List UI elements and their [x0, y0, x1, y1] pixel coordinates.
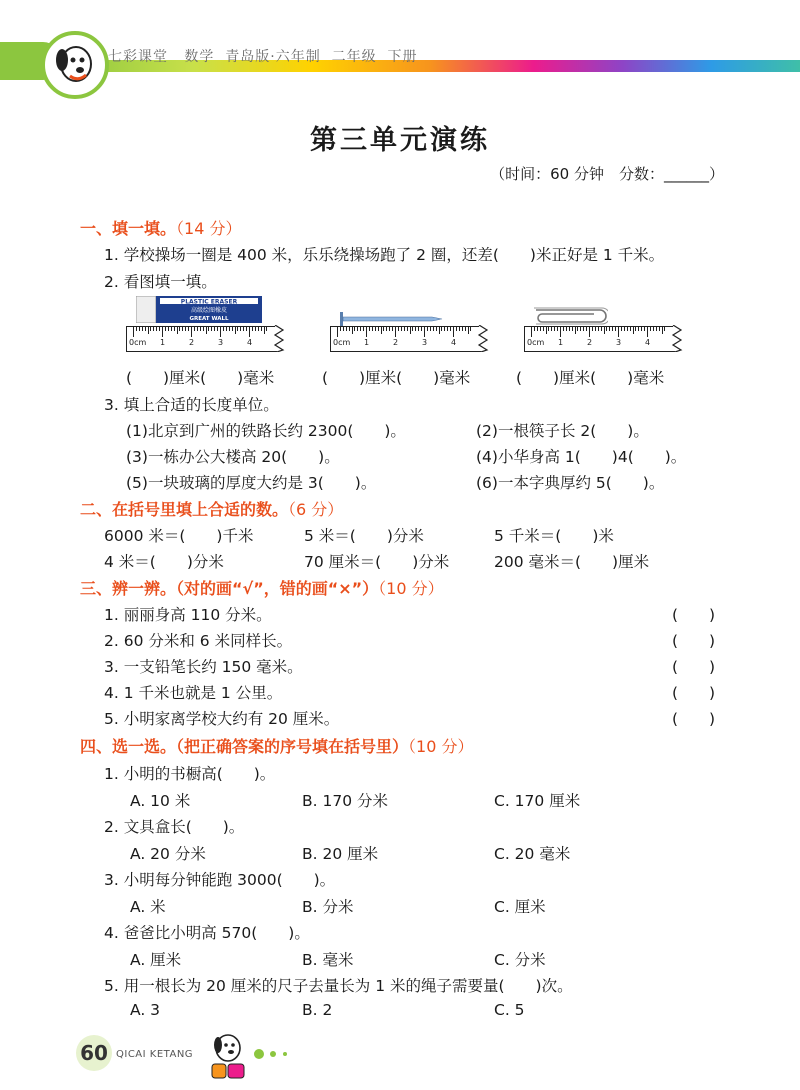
ruler-tick [554, 327, 555, 331]
choice-question-3: 3. 小明每分钟能跑 3000( )。 [104, 871, 336, 889]
ruler-tick [188, 327, 189, 331]
question-1-3: 3. 填上合适的长度单位。 [104, 396, 279, 414]
ruler-tick [575, 327, 576, 334]
page-subtitle: （时间：60 分钟 分数：______） [490, 165, 724, 183]
section-4-heading [80, 734, 473, 757]
ruler-tick [182, 327, 183, 331]
ruler-tick [197, 327, 198, 331]
q3-item-3: (3)一栋办公大楼高 20( )。 [126, 448, 340, 466]
ruler-tick [366, 327, 367, 337]
judge-item-3: 3. 一支铅笔长约 150 毫米。 [104, 658, 303, 676]
ruler-tick [546, 327, 547, 334]
ruler-tick [136, 327, 137, 331]
convert-item-1: 6000 米＝( )千米 [104, 527, 254, 545]
footer-brand: QICAI KETANG [116, 1049, 194, 1060]
ruler-tick [456, 327, 457, 331]
ruler-number: 4 [247, 338, 253, 347]
choice-5-option-a: A. 3 [130, 1001, 161, 1019]
ruler-tick [226, 327, 227, 331]
ruler-tick [148, 327, 149, 334]
ruler-tick [223, 327, 224, 331]
ruler-tick [261, 327, 262, 331]
ruler-number: 0cm [129, 338, 147, 347]
judge-item-5: 5. 小明家离学校大约有 20 厘米。 [104, 710, 340, 728]
ruler-tick [208, 327, 209, 331]
choice-2-option-b: B. 20 厘米 [302, 845, 379, 863]
choice-question-5: 5. 用一根长为 20 厘米的尺子去量长为 1 米的绳子需要量( )次。 [104, 977, 573, 995]
judge-answer-bracket-2: ( ) [672, 632, 716, 650]
question-1-2: 2. 看图填一填。 [104, 273, 217, 291]
choice-question-4: 4. 爸爸比小明高 570( )。 [104, 924, 310, 942]
ruler-tick [415, 327, 416, 331]
ruler-tick [618, 327, 619, 337]
ruler-tick [439, 327, 440, 334]
ruler-number: 0cm [333, 338, 351, 347]
judge-answer-bracket-1: ( ) [672, 606, 716, 624]
ruler-torn-edge [477, 325, 489, 352]
ruler-tick [392, 327, 393, 331]
ruler-tick [418, 327, 419, 331]
page-title: 第三单元演练 [310, 125, 490, 156]
choice-5-option-b: B. 2 [302, 1001, 333, 1019]
convert-item-3: 5 千米＝( )米 [494, 527, 614, 545]
choice-5-option-c: C. 5 [494, 1001, 525, 1019]
ruler-tick [386, 327, 387, 331]
ruler-tick [346, 327, 347, 331]
ruler-tick [462, 327, 463, 331]
ruler-tick [589, 327, 590, 337]
choice-1-option-b: B. 170 分米 [302, 792, 388, 810]
ruler-tick [360, 327, 361, 331]
ruler-figure-clip [524, 296, 684, 358]
ruler-tick [531, 327, 532, 337]
ruler-tick [624, 327, 625, 331]
section-3-label: 三、辨一辨。（对的画“√”，错的画“×”） [80, 579, 379, 598]
header-text [108, 46, 418, 66]
ruler-tick [662, 327, 663, 334]
choice-4-option-c: C. 分米 [494, 951, 546, 969]
ruler-tick [340, 327, 341, 331]
ruler-tick [407, 327, 408, 331]
ruler-number: 3 [616, 338, 622, 347]
convert-item-6: 200 毫米＝( )厘米 [494, 553, 650, 571]
answer-ruler-1: ( )厘米( )毫米 [126, 369, 275, 387]
ruler-tick [168, 327, 169, 331]
ruler-tick [430, 327, 431, 331]
ruler-tick [592, 327, 593, 331]
ruler-tick [229, 327, 230, 331]
ruler-tick [389, 327, 390, 331]
ruler-tick [203, 327, 204, 331]
ruler-tick [644, 327, 645, 331]
eraser-icon [136, 296, 262, 323]
ruler-tick [249, 327, 250, 337]
ruler-tick [465, 327, 466, 331]
section-2-label: 二、在括号里填上合适的数。 [80, 500, 289, 519]
ruler-tick [194, 327, 195, 331]
ruler-tick [372, 327, 373, 331]
eraser-line-3: GREAT WALL [189, 316, 229, 322]
ruler-tick [174, 327, 175, 331]
ruler-tick [534, 327, 535, 331]
convert-item-4: 4 米＝( )分米 [104, 553, 224, 571]
ruler-tick [200, 327, 201, 331]
ruler-tick [145, 327, 146, 331]
ruler-tick [641, 327, 642, 331]
ruler-tick [560, 327, 561, 337]
ruler [524, 326, 675, 352]
answer-ruler-3: ( )厘米( )毫米 [516, 369, 665, 387]
section-2-points: （6 分） [288, 500, 344, 519]
ruler-tick [470, 327, 471, 331]
ruler-tick [563, 327, 564, 331]
convert-item-2: 5 米＝( )分米 [304, 527, 424, 545]
ruler-tick [401, 327, 402, 331]
ruler-tick [638, 327, 639, 331]
choice-question-1: 1. 小明的书橱高( )。 [104, 765, 276, 783]
choice-1-option-a: A. 10 米 [130, 792, 191, 810]
ruler-tick [427, 327, 428, 331]
ruler-number: 3 [218, 338, 224, 347]
ruler-tick [569, 327, 570, 331]
ruler [330, 326, 481, 352]
ruler-figure-eraser [126, 296, 286, 358]
q3-item-1: (1)北京到广州的铁路长约 2300( )。 [126, 422, 406, 440]
section-1-label: 一、填一填。 [80, 219, 177, 238]
ruler-tick [621, 327, 622, 331]
choice-2-option-c: C. 20 毫米 [494, 845, 571, 863]
ruler-tick [537, 327, 538, 331]
ruler-tick [139, 327, 140, 331]
ruler-tick [424, 327, 425, 337]
ruler-tick [357, 327, 358, 331]
ruler-number: 4 [645, 338, 651, 347]
eraser-line-1: PLASTIC ERASER [180, 298, 238, 306]
ruler-number: 2 [189, 338, 195, 347]
judge-item-1: 1. 丽丽身高 110 分米。 [104, 606, 272, 624]
ruler-tick [235, 327, 236, 334]
ruler-tick [635, 327, 636, 331]
footer-dot-large [254, 1049, 264, 1059]
ruler-tick [162, 327, 163, 337]
ruler-tick [586, 327, 587, 331]
ruler-tick [543, 327, 544, 331]
choice-4-option-b: B. 毫米 [302, 951, 354, 969]
ruler-tick [421, 327, 422, 331]
header-subject: 数学 [184, 49, 215, 65]
ruler-tick [156, 327, 157, 331]
ruler-figure-nail [330, 296, 490, 358]
ruler-tick [606, 327, 607, 331]
ruler-tick [557, 327, 558, 331]
ruler-tick [659, 327, 660, 331]
choice-3-option-c: C. 厘米 [494, 898, 546, 916]
ruler-tick [142, 327, 143, 331]
ruler-number: 1 [364, 338, 370, 347]
ruler-tick [583, 327, 584, 331]
ruler-tick [436, 327, 437, 331]
ruler-tick [601, 327, 602, 331]
ruler-tick [459, 327, 460, 331]
ruler-tick [664, 327, 665, 331]
ruler-tick [653, 327, 654, 331]
header-volume: 下册 [387, 49, 418, 65]
ruler-tick [150, 327, 151, 331]
choice-question-2: 2. 文具盒长( )。 [104, 818, 245, 836]
ruler-tick [453, 327, 454, 337]
ruler-tick [217, 327, 218, 331]
ruler-number: 3 [422, 338, 428, 347]
ruler-tick [179, 327, 180, 331]
header-series: 七彩课堂 [108, 49, 168, 65]
ruler-tick [337, 327, 338, 337]
ruler-tick [369, 327, 370, 331]
ruler-tick [240, 327, 241, 331]
section-4-points: （10 分） [408, 737, 474, 756]
ruler-number: 2 [393, 338, 399, 347]
choice-2-option-a: A. 20 分米 [130, 845, 206, 863]
ruler-tick [177, 327, 178, 334]
q3-item-5: (5)一块玻璃的厚度大约是 3( )。 [126, 474, 377, 492]
page-number: 60 [76, 1035, 112, 1071]
judge-answer-bracket-3: ( ) [672, 658, 716, 676]
ruler-tick [615, 327, 616, 331]
section-4-label: 四、选一选。（把正确答案的序号填在括号里） [80, 737, 409, 756]
choice-3-option-b: B. 分米 [302, 898, 354, 916]
ruler-tick [441, 327, 442, 331]
footer-dot-medium [270, 1051, 276, 1057]
question-1-1: 1. 学校操场一圈是 400 米，乐乐绕操场跑了 2 圈，还差( )米正好是 1 千米。 [104, 246, 665, 264]
ruler-tick [604, 327, 605, 334]
convert-item-5: 70 厘米＝( )分米 [304, 553, 450, 571]
answer-ruler-2: ( )厘米( )毫米 [322, 369, 471, 387]
ruler-tick [375, 327, 376, 331]
ruler-tick [352, 327, 353, 334]
ruler-tick [580, 327, 581, 331]
ruler-tick [468, 327, 469, 334]
header-grade: 二年级 [331, 49, 377, 65]
ruler-tick [398, 327, 399, 331]
ruler [126, 326, 277, 352]
ruler-tick [378, 327, 379, 331]
ruler-number: 0cm [527, 338, 545, 347]
ruler-number: 2 [587, 338, 593, 347]
ruler-tick [572, 327, 573, 331]
ruler-torn-edge [273, 325, 285, 352]
ruler-tick [650, 327, 651, 331]
ruler-tick [133, 327, 134, 337]
ruler-tick [159, 327, 160, 331]
ruler-tick [363, 327, 364, 331]
ruler-tick [246, 327, 247, 331]
nail-icon [336, 306, 446, 326]
ruler-tick [548, 327, 549, 331]
section-1-points: （14 分） [176, 219, 242, 238]
ruler-tick [595, 327, 596, 331]
mascot-logo-icon [40, 30, 110, 100]
ruler-tick [220, 327, 221, 337]
ruler-number: 1 [558, 338, 564, 347]
ruler-tick [214, 327, 215, 331]
ruler-tick [237, 327, 238, 331]
ruler-tick [255, 327, 256, 331]
ruler-tick [153, 327, 154, 331]
ruler-tick [349, 327, 350, 331]
ruler-number: 1 [160, 338, 166, 347]
ruler-tick [612, 327, 613, 331]
ruler-tick [577, 327, 578, 331]
ruler-tick [627, 327, 628, 331]
ruler-tick [206, 327, 207, 334]
header-edition: 青岛版·六年制 [225, 49, 321, 65]
ruler-tick [433, 327, 434, 331]
choice-4-option-a: A. 厘米 [130, 951, 182, 969]
ruler-tick [598, 327, 599, 331]
section-3-points: （10 分） [378, 579, 444, 598]
ruler-tick [232, 327, 233, 331]
ruler-tick [165, 327, 166, 331]
ruler-tick [412, 327, 413, 331]
ruler-tick [540, 327, 541, 331]
ruler-tick [633, 327, 634, 334]
q3-item-4: (4)小华身高 1( )4( )。 [476, 448, 687, 466]
section-2-heading [80, 497, 343, 520]
ruler-tick [266, 327, 267, 331]
ruler-tick [211, 327, 212, 331]
paper-clip-icon [528, 306, 608, 326]
ruler-tick [410, 327, 411, 334]
choice-1-option-c: C. 170 厘米 [494, 792, 581, 810]
ruler-tick [444, 327, 445, 331]
ruler-tick [609, 327, 610, 331]
judge-answer-bracket-5: ( ) [672, 710, 716, 728]
judge-item-4: 4. 1 千米也就是 1 公里。 [104, 684, 283, 702]
footer-mascot-icon [206, 1030, 250, 1082]
ruler-tick [258, 327, 259, 331]
ruler-tick [264, 327, 265, 334]
eraser-line-2: 高级绘图橡皮 [190, 307, 228, 314]
ruler-tick [404, 327, 405, 331]
ruler-number: 4 [451, 338, 457, 347]
choice-3-option-a: A. 米 [130, 898, 166, 916]
ruler-tick [630, 327, 631, 331]
ruler-tick [566, 327, 567, 331]
ruler-tick [343, 327, 344, 331]
judge-item-2: 2. 60 分米和 6 米同样长。 [104, 632, 293, 650]
judge-answer-bracket-4: ( ) [672, 684, 716, 702]
ruler-tick [647, 327, 648, 337]
q3-item-2: (2)一根筷子长 2( )。 [476, 422, 649, 440]
q3-item-6: (6)一本字典厚约 5( )。 [476, 474, 665, 492]
footer-dot-small [283, 1052, 287, 1056]
ruler-tick [395, 327, 396, 337]
ruler-tick [185, 327, 186, 331]
ruler-tick [551, 327, 552, 331]
ruler-tick [381, 327, 382, 334]
ruler-torn-edge [671, 325, 683, 352]
ruler-tick [243, 327, 244, 331]
section-3-heading [80, 576, 444, 599]
section-1-heading [80, 216, 241, 239]
ruler-tick [354, 327, 355, 331]
ruler-tick [383, 327, 384, 331]
ruler-tick [447, 327, 448, 331]
ruler-tick [191, 327, 192, 337]
ruler-tick [171, 327, 172, 331]
ruler-tick [252, 327, 253, 331]
ruler-tick [656, 327, 657, 331]
ruler-tick [450, 327, 451, 331]
